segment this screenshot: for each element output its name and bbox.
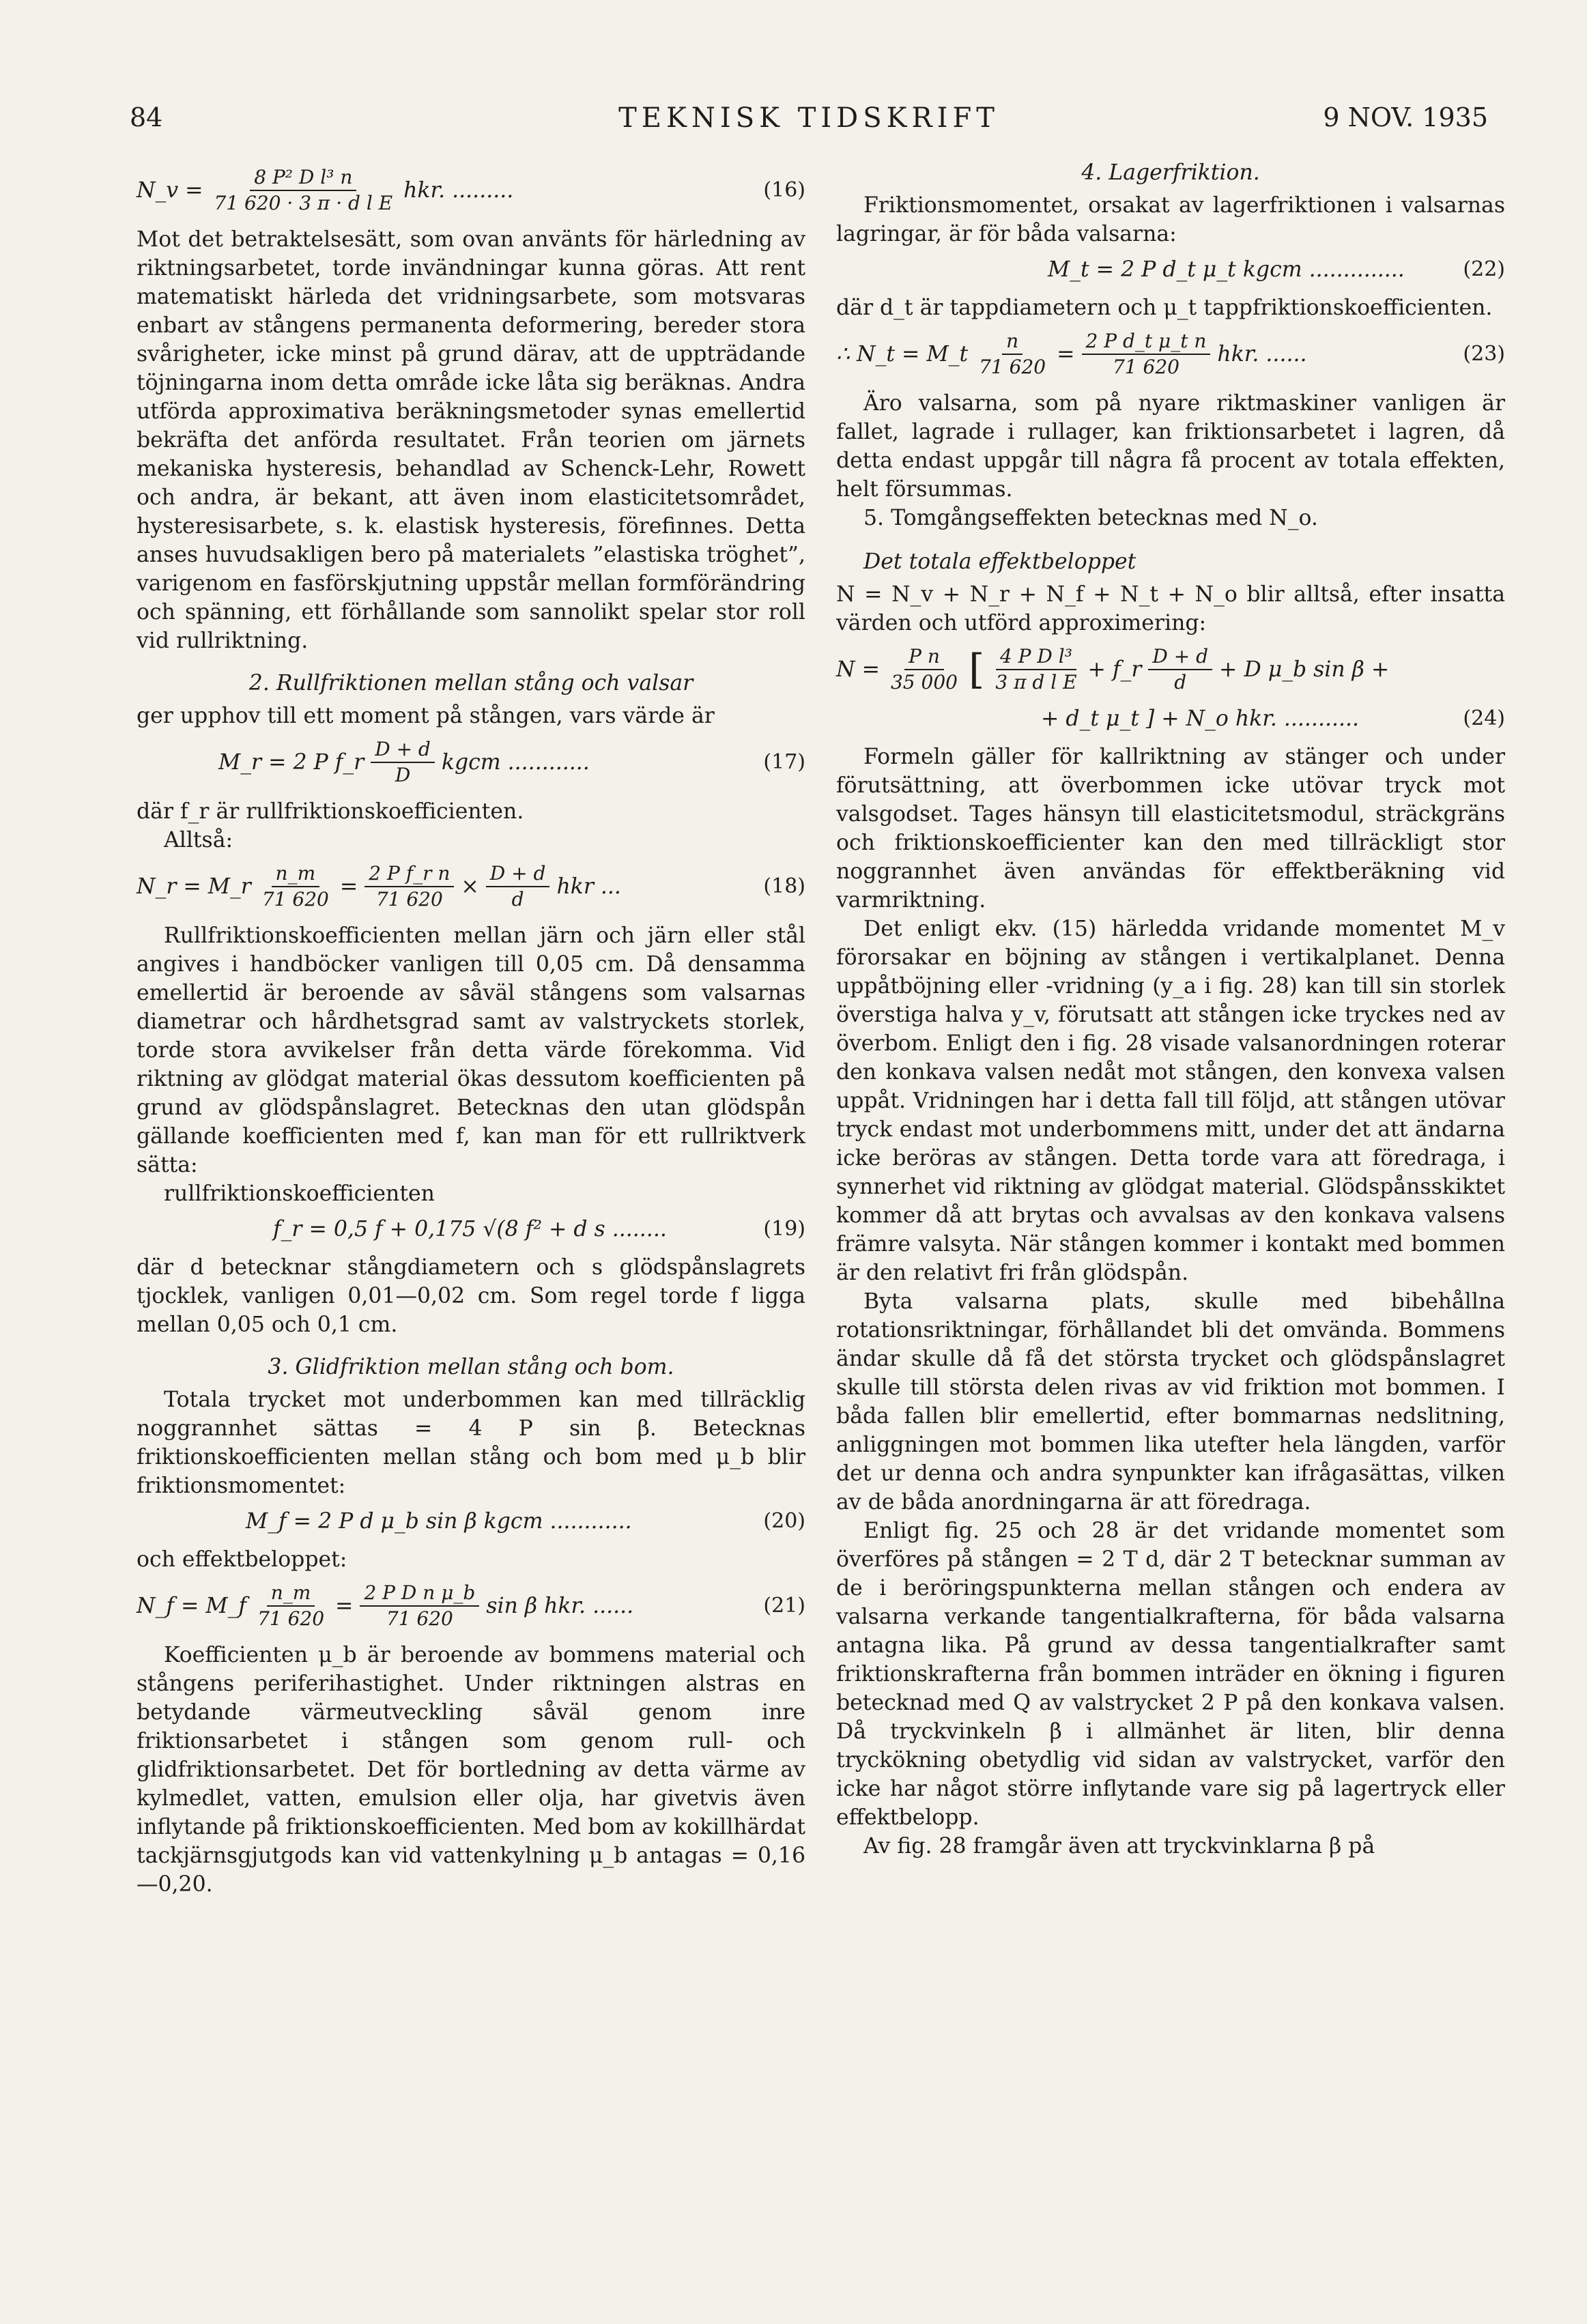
eq22-body: M_t = 2 P d_t μ_t kgcm ..............	[1048, 257, 1405, 282]
eq19-body: f_r = 0,5 f + 0,175 √(8 f² + d s ........	[273, 1217, 667, 1242]
eq24-mid: + f_r	[1087, 657, 1142, 682]
page-header	[130, 102, 1488, 143]
eq16-fraction	[210, 165, 397, 216]
eq24-num-2: 4 P D l³	[996, 644, 1076, 670]
eq23-unit: hkr. ......	[1217, 342, 1307, 367]
eq24-fraction-1	[887, 644, 962, 695]
eq18-den-1: 71 620	[261, 888, 329, 910]
eq24-lhs: N =	[836, 657, 880, 682]
paragraph: N = N_v + N_r + N_f + N_t + N_o blir alltså, efter insatta värden och utförd approximering:	[836, 582, 1505, 635]
equation-16	[137, 165, 805, 216]
eq24-den-2: 3 π d l E	[995, 671, 1077, 693]
eq24-number: (24)	[1463, 706, 1505, 730]
section-heading-3: 3. Glidfriktion mellan stång och bom.	[268, 1355, 674, 1379]
journal-title: TEKNISK TIDSKRIFT	[618, 102, 999, 134]
paragraph: Byta valsarna plats, skulle med bibehållna rotationsriktningar, förhållandet bli det omvända. Bommens ändar skulle då få det största trycket och glödspånslagret skulle till största delen rivas av vid friktion mot bommen. I båda fallen blir emellertid, efter bommarnas nedslitning, anliggningen mot bommen lika utefter hela längden, varför det ur denna och andra synpunkter kan ifrågasättas, vilken av de båda anordningarna är att föredraga.	[836, 1289, 1505, 1515]
eq21-fraction-2	[360, 1581, 479, 1631]
eq18-num-3: D + d	[486, 861, 550, 887]
issue-date: 9 NOV. 1935	[1323, 102, 1488, 132]
paragraph: 5. Tomgångseffekten betecknas med N_o.	[863, 506, 1318, 530]
paragraph: Mot det betraktelsesätt, som ovan använts för härledning av riktningsarbetet, torde invändningar kunna göras. Att rent matematiskt härleda det vridningsarbete, som motsvaras enbart av stångens permanenta deformering, bereder stora svårigheter, icke minst på grund därav, att de uppträdande töjningarna inom detta område icke låta sig beräknas. Andra utförda approximativa beräkningsmetoder synas emellertid bekräfta det anförda resultatet. Från teorien om järnets mekaniska hysteresis, behandlad av Schenck-Lehr, Rowett och andra, är bekant, att även inom elasticitetsområdet, hysteresisarbete, s. k. elastisk hysteresis, förefinnes. Detta anses huvudsakligen bero på materialets ”elastiska tröghet”, varigenom en fasförskjutning uppstår mellan formförändring och spänning, ett förhållande som sannolikt spelar stor roll vid rullriktning.	[137, 227, 805, 653]
paragraph: där d_t är tappdiametern och μ_t tappfriktionskoefficienten.	[836, 296, 1493, 320]
eq18-den-2: 71 620	[375, 888, 443, 910]
paragraph: Koefficienten μ_b är beroende av bommens material och stångens periferihastighet. Under riktningen alstras en betydande värmeutveckling såväl genom inre friktionsarbetet i stången som genom rull- och glidfriktionsarbetet. Det för bortledning av detta värme av kylmedlet, vatten, emulsion eller olja, har givetvis även inflytande på friktionskoefficienten. Med bom av kokillhärdat tackjärnsgjutgods kan vid vattenkylning μ_b antagas = 0,16—0,20.	[137, 1643, 805, 1897]
eq19-number: (19)	[763, 1217, 805, 1241]
paragraph: Av fig. 28 framgår även att tryckvinklarna β på	[863, 1834, 1375, 1859]
left-column	[137, 158, 805, 1899]
eq23-den-1: 71 620	[979, 356, 1046, 378]
eq18-den-3: d	[511, 888, 524, 910]
paragraph: och effektbeloppet:	[137, 1547, 347, 1572]
eq24-den-1: 35 000	[890, 671, 958, 693]
paragraph: Det enligt ekv. (15) härledda vridande momentet M_v förorsakar en böjning av stången i vertikalplanet. Denna uppåtböjning eller -vridning (y_a i fig. 28) kan till sin storlek överstiga halva y_v, förutsatt att stången icke tryckes ned av överbom. Enligt den i fig. 28 visade valsanordningen roterar den konkava valsen nedåt mot stången, den konvexa valsen uppåt. Vridningen har i detta fall till följd, att stången utövar tryck endast mot underbommens mitt, under det att ändarna icke beröras av stången. Detta torde vara att föredraga, i synnerhet vid riktning av glödgat material. Glödspånsskiktet kommer då att brytas och avvalsas av den konkava valsens främre valsyta. När stången kommer i kontakt med bommen är den relativt fri från glödspån.	[836, 917, 1505, 1285]
paragraph: Formeln gäller för kallriktning av stänger och under förutsättning, att överbommen icke utövar tryck mot valsgodset. Tages hänsyn till elasticitetsmodul, sträckgräns och friktionskoefficienter kan den med tillräckligt stor noggrannhet även användas för effektberäkning vid varmriktning.	[836, 745, 1505, 913]
eq23-lhs: ∴ N_t = M_t	[836, 342, 969, 367]
paragraph: rullfriktionskoefficienten	[164, 1181, 435, 1206]
equation-20	[137, 1507, 805, 1536]
eq24-den-3: d	[1174, 671, 1187, 693]
section-heading-2: 2. Rullfriktionen mellan stång och valsar	[248, 671, 694, 695]
eq17-unit: kgcm ............	[441, 750, 590, 775]
eq21-den-2: 71 620	[386, 1607, 453, 1630]
eq18-fraction-3	[486, 861, 550, 912]
eq21-den-1: 71 620	[257, 1607, 325, 1630]
paragraph: där d betecknar stångdiametern och s glödspånslagrets tjocklek, vanligen 0,01—0,02 cm. Som regel torde f ligga mellan 0,05 och 0,1 cm.	[137, 1255, 805, 1337]
paragraph: ger upphov till ett moment på stången, vars värde är	[137, 704, 715, 728]
eq17-number: (17)	[763, 750, 805, 774]
eq16-lhs: N_v =	[137, 178, 203, 203]
eq18-fraction-1	[258, 861, 333, 912]
eq23-number: (23)	[1463, 342, 1505, 366]
eq20-body: M_f = 2 P d μ_b sin β kgcm ............	[246, 1509, 632, 1534]
eq23-num-1: n	[1002, 329, 1023, 355]
eq24-fraction-3	[1148, 644, 1212, 695]
eq21-num-2: 2 P D n μ_b	[360, 1581, 479, 1607]
eq22-number: (22)	[1463, 257, 1505, 281]
eq21-unit: sin β hkr. ......	[486, 1594, 634, 1618]
paragraph: Äro valsarna, som på nyare riktmaskiner vanligen är fallet, lagrade i rullager, kan friktionsarbetet i lagren, då detta endast uppgår till några få procent av totala effekten, helt försummas.	[836, 391, 1505, 502]
equation-19	[137, 1215, 805, 1244]
eq18-number: (18)	[763, 874, 805, 898]
eq18-lhs: N_r = M_r	[137, 874, 251, 899]
paragraph: där f_r är rullfriktionskoefficienten.	[137, 799, 524, 824]
eq23-fraction-2	[1082, 329, 1211, 379]
page-number: 84	[130, 102, 163, 132]
equation-22	[836, 255, 1505, 284]
eq21-num-1: n_m	[267, 1581, 315, 1607]
eq24-tail: + D μ_b sin β +	[1219, 657, 1390, 682]
equation-23: ∴ N_t = M_t $\frac{n}{71 620}$ = $\frac{\text{2 P d\_t μ\_t n}}{71 620}$ hkr. ...... (23)	[836, 330, 1505, 378]
eq21-lhs: N_f = M_f	[137, 1594, 247, 1618]
equation-24-line-2	[836, 704, 1505, 733]
eq16-numerator: 8 P² D l³ n	[250, 165, 356, 191]
equation-18: N_r = M_r $\frac{n\_m}{71 620}$ = $\frac{\text{2 P f\_r n}}{71 620}$ × $\frac{D + d}{d}$ hkr ... (18)	[137, 862, 805, 910]
eq18-fraction-2	[364, 861, 454, 912]
equation-21: N_f = M_f $\frac{n\_m}{71 620}$ = $\frac{\text{2 P D n μ\_b}}{71 620}$ sin β hkr. ...... (21)	[137, 1581, 805, 1630]
paragraph: Friktionsmomentet, orsakat av lagerfriktionen i valsarnas lagringar, är för båda valsarna:	[836, 193, 1505, 246]
eq17-lhs: M_r = 2 P f_r	[218, 750, 364, 775]
eq24-fraction-2	[991, 644, 1081, 695]
eq17-denominator: D	[395, 764, 411, 786]
eq21-number: (21)	[763, 1594, 805, 1618]
paragraph: Rullfriktionskoefficienten mellan järn och järn eller stål angives i handböcker vanligen till 0,05 cm. Då densamma emellertid är beroende av såväl stångens som valsarnas diametrar och hårdhetsgrad samt av valstryckets storlek, torde stora avvikelser från detta värde förekomma. Vid riktning av glödgat material ökas dessutom koefficienten på grund av glödspånslagret. Betecknas den utan glödspån gällande koefficienten med f, kan man för ett rullriktverk sätta:	[137, 923, 805, 1177]
paragraph: Alltså:	[164, 828, 233, 852]
equation-24-line-1: N = $\frac{\text{P n}}{35 000}$ [ $\frac{\text{4 P D l³}}{\text{3 π d l E}}$ + f_r $\frac{D + d}{d}$ + D μ_b sin β +	[836, 645, 1390, 693]
eq18-num-2: 2 P f_r n	[364, 861, 454, 887]
eq16-denominator: 71 620 · 3 π · d l E	[214, 192, 393, 214]
eq17-numerator: D + d	[371, 737, 435, 763]
eq16-unit: hkr. .........	[403, 178, 514, 203]
equation-17	[137, 737, 805, 788]
eq18-num-1: n_m	[272, 861, 320, 887]
paragraph: Totala trycket mot underbommen kan med tillräcklig noggrannhet sättas = 4 P sin β. Betecknas friktionskoefficienten mellan stång och bom med μ_b blir friktionsmomentet:	[137, 1388, 805, 1498]
eq18-unit: hkr ...	[556, 874, 621, 899]
eq21-fraction-1	[253, 1581, 328, 1631]
eq20-number: (20)	[763, 1509, 805, 1533]
eq23-fraction-1	[975, 329, 1050, 379]
section-heading-4: 4. Lagerfriktion.	[1081, 160, 1260, 185]
eq16-number: (16)	[763, 178, 805, 202]
eq24-num-3: D + d	[1148, 644, 1212, 670]
paragraph: Enligt fig. 25 och 28 är det vridande momentet som överföres på stången = 2 T d, där 2 T betecknar summan av de i beröringspunkterna mellan stången och endera av valsarna verkande tangentialkrafterna, för båda valsarna antagna lika. På grund av dessa tangentialkrafter samt friktionskrafterna från bommen inträder en ökning i figuren betecknad med Q av valstrycket 2 P på den konkava valsen. Då tryckvinkeln β i allmänhet är liten, blir denna tryckökning obetydlig vid sidan av valstrycket, varför den icke har något större inflytande vare sig på lagertryck eller effektbelopp.	[836, 1519, 1505, 1830]
eq23-den-2: 71 620	[1112, 356, 1179, 378]
eq17-fraction	[371, 737, 435, 788]
section-heading-total: Det totala effektbeloppet	[863, 549, 1136, 574]
eq23-num-2: 2 P d_t μ_t n	[1082, 329, 1211, 355]
eq24-num-1: P n	[904, 644, 944, 670]
right-column	[836, 158, 1505, 1861]
eq24-line2-body: + d_t μ_t ] + N_o hkr. ...........	[1041, 706, 1360, 731]
